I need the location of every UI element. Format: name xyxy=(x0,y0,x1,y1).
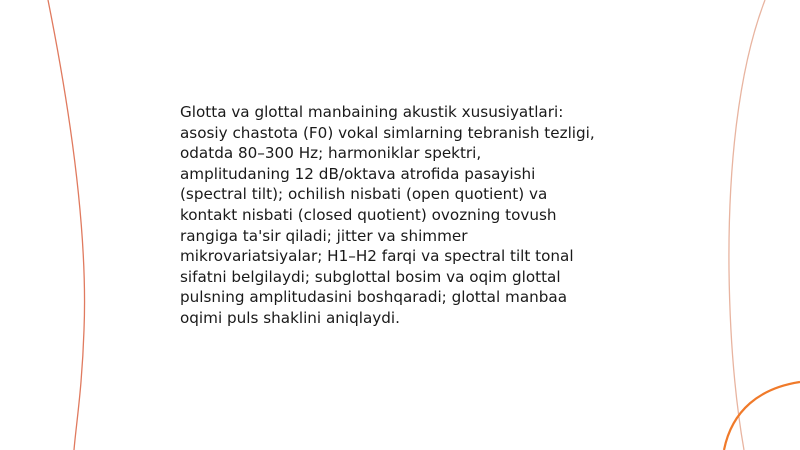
body-text: Glotta va glottal manbaining akustik xususiyatlari: asosiy chastota (F0) vokal simlarning tebranish tezligi, odatda 80–300 Hz; harmoniklar spektri, amplitudaning 12 dB/oktava atrofida pasayishi (spectral tilt); ochilish nisbati (open quotient) va kontakt nisbati (closed quotient) ovozning tovush rangiga ta'sir qiladi; jitter va shimmer mikrovariatsiyalar; H1–H2 farqi va spectral tilt tonal sifatni belgilaydi; subglottal bosim va oqim glottal pulsning amplitudasini boshqaradi; glottal manbaa oqimi puls shaklini aniqlaydi. xyxy=(180,103,595,327)
right-decorative-curve xyxy=(729,0,765,450)
left-decorative-curve xyxy=(48,0,85,450)
